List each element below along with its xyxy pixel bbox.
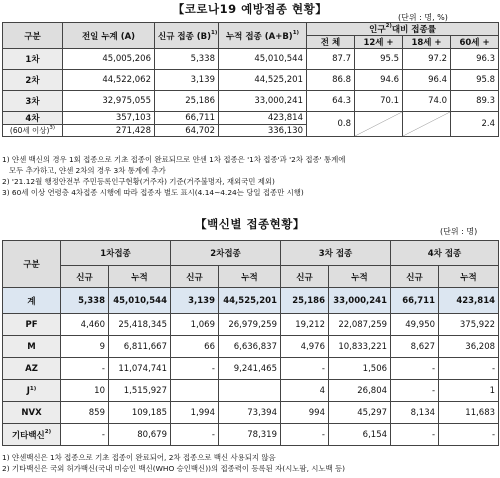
cell-new: 994: [281, 402, 329, 424]
table-row: [3, 314, 499, 336]
footnotes-table1: [2, 154, 345, 198]
cell-prev: 357,103: [63, 112, 155, 125]
cell-new: 66,711: [391, 288, 439, 314]
cell-cum: 10,833,221: [329, 336, 391, 358]
table-row: [3, 49, 499, 70]
header-ratio-18: 18세 +: [403, 36, 451, 49]
vaccine-type-table: [2, 240, 499, 446]
cell-cum: 45,297: [329, 402, 391, 424]
row-label: 2차: [3, 70, 63, 91]
footnote: 1) 얀센백신은 1차 접종으로 기초 접종이 완료되어, 2차 접종으로 백신 사용되지 않음: [2, 453, 276, 462]
cell-cum: 6,811,667: [109, 336, 171, 358]
header-group: 구분: [3, 23, 63, 49]
cell-ratio-18: 96.4: [403, 70, 451, 91]
cell-new: [171, 380, 219, 402]
cell-new: 25,186: [155, 91, 219, 112]
header-cum: 누적: [219, 266, 281, 288]
cell-new: 1,069: [171, 314, 219, 336]
footnotes-table2: [2, 452, 345, 474]
cell-ratio-all: 86.8: [307, 70, 355, 91]
cell-new: -: [281, 424, 329, 446]
cell-cum: 6,636,837: [219, 336, 281, 358]
cell-ratio-12: 95.5: [355, 49, 403, 70]
footnote: 1) 얀센 백신의 경우 1회 접종으로 기초 접종이 완료되므로 얀센 1차 접종은 '1차 접종'과 '2차 접종' 통계에: [2, 155, 346, 164]
row-label: PF: [3, 314, 61, 336]
cell-new: 1,994: [171, 402, 219, 424]
header-ratio-12: 12세 +: [355, 36, 403, 49]
footnote: 2) 기타백신은 국외 허가백신(국내 미승인 백신(WHO 승인백신))의 접종력이 등록된 자(시노팜, 시노백 등): [2, 464, 346, 473]
cell-cum: 1,515,927: [109, 380, 171, 402]
header-group: 구분: [3, 241, 61, 288]
header-cumulative: 누적 접종 $(A+B)^{1)}$: [219, 23, 307, 49]
cell-ratio-12-empty: [355, 112, 403, 137]
cell-ratio-60: 95.8: [451, 70, 499, 91]
header-dose3: 3차 접종: [281, 241, 391, 266]
cell-new: -: [391, 424, 439, 446]
header-dose1: 1차접종: [61, 241, 171, 266]
cell-cum: 423,814: [219, 112, 307, 125]
header-dose2: 2차접종: [171, 241, 281, 266]
header-cum: 누적: [329, 266, 391, 288]
table-row: [3, 380, 499, 402]
cell-new: 8,134: [391, 402, 439, 424]
cell-ratio-18: 74.0: [403, 91, 451, 112]
cell-new: -: [61, 358, 109, 380]
cell-ratio-all: 64.3: [307, 91, 355, 112]
section-title-by-vaccine: 【백신별 접종현황】: [195, 217, 305, 231]
cell-new: 5,338: [155, 49, 219, 70]
cell-ratio-60: 89.3: [451, 91, 499, 112]
cell-ratio-60: 96.3: [451, 49, 499, 70]
cell-cum: [219, 380, 281, 402]
cell-cum: 36,208: [439, 336, 499, 358]
header-cum: 누적: [109, 266, 171, 288]
row-label: 기타백신$^{2)}$: [3, 424, 61, 446]
row-label: 3차: [3, 91, 63, 112]
page-title-status: 【코로나19 예방접종 현황】: [172, 2, 328, 16]
cell-cum: 109,185: [109, 402, 171, 424]
total-row: [3, 288, 499, 314]
footnote: 3) 60세 이상 연령층 4차접종 시행에 따라 접종자 별도 표시(4.14~4.24는 당일 접종만 시행): [2, 188, 304, 197]
cell-new: 8,627: [391, 336, 439, 358]
cell-prev: 271,428: [63, 125, 155, 137]
cell-new: -: [281, 358, 329, 380]
cell-cum: 26,979,259: [219, 314, 281, 336]
cell-cum: -: [439, 358, 499, 380]
cell-cum: 6,154: [329, 424, 391, 446]
cell-cum: 73,394: [219, 402, 281, 424]
cell-prev: 32,975,055: [63, 91, 155, 112]
cell-ratio-all: 0.8: [307, 112, 355, 137]
cell-cum: 9,241,465: [219, 358, 281, 380]
vaccine-rows: [3, 288, 499, 446]
cell-cum: 11,074,741: [109, 358, 171, 380]
cell-cum: 25,418,345: [109, 314, 171, 336]
table-row: [3, 70, 499, 91]
cell-cum: 375,922: [439, 314, 499, 336]
cell-cum: 423,814: [439, 288, 499, 314]
cell-cum: -: [439, 424, 499, 446]
unit-label-table1: (단위 : 명, %): [398, 13, 448, 22]
header-new: 신규: [61, 266, 109, 288]
cell-new: 10: [61, 380, 109, 402]
cell-prev: 44,522,062: [63, 70, 155, 91]
cell-new: -: [391, 358, 439, 380]
cell-cum: 44,525,201: [219, 288, 281, 314]
cell-new: 859: [61, 402, 109, 424]
cell-cum: 45,010,544: [219, 49, 307, 70]
header-ratio-all: 전 체: [307, 36, 355, 49]
row-label: NVX: [3, 402, 61, 424]
cell-new: 4,976: [281, 336, 329, 358]
table-row: [3, 358, 499, 380]
cell-new: -: [171, 358, 219, 380]
cell-cum: 78,319: [219, 424, 281, 446]
cell-new: 25,186: [281, 288, 329, 314]
cell-cum: 45,010,544: [109, 288, 171, 314]
cell-new: 3,139: [155, 70, 219, 91]
header-dose4: 4차 접종: [391, 241, 499, 266]
footnote: 모두 추가하고, 얀센 2차의 경우 3차 통계에 추가: [2, 166, 166, 175]
header-new: 신규: [281, 266, 329, 288]
cell-new: -: [61, 424, 109, 446]
unit-label-table2: (단위 : 명): [440, 227, 478, 236]
table-row: [3, 424, 499, 446]
footnote: 2) '21.12월 행정안전부 주민등록인구현황(거주자) 기준(거주불명자, 재외국민 제외): [2, 177, 275, 186]
cell-new: -: [171, 424, 219, 446]
cell-new: 66: [171, 336, 219, 358]
cell-new: 66,711: [155, 112, 219, 125]
cell-ratio-60: 2.4: [451, 112, 499, 137]
row-label: AZ: [3, 358, 61, 380]
vaccination-status-table: [2, 22, 499, 137]
table-row: [3, 91, 499, 112]
cell-cum: 44,525,201: [219, 70, 307, 91]
cell-new: 9: [61, 336, 109, 358]
cell-new: 49,950: [391, 314, 439, 336]
cell-ratio-18-empty: [403, 112, 451, 137]
cell-cum: 1,506: [329, 358, 391, 380]
header-new: 신규: [171, 266, 219, 288]
header-ratio-60: 60세 +: [451, 36, 499, 49]
header-cum: 누적: [439, 266, 499, 288]
cell-new: 4: [281, 380, 329, 402]
table-row: [3, 402, 499, 424]
table-row: [3, 112, 499, 125]
cell-new: -: [391, 380, 439, 402]
header-prev-total: 전일 누계 (A): [63, 23, 155, 49]
row-label: $J^{1)}$: [3, 380, 61, 402]
cell-ratio-all: 87.7: [307, 49, 355, 70]
row-label: 4차: [3, 112, 63, 125]
cell-ratio-12: 94.6: [355, 70, 403, 91]
header-new: 신규: [391, 266, 439, 288]
header-new-doses: 신규 접종 $(B)^{1)}$: [155, 23, 219, 49]
cell-ratio-18: 97.2: [403, 49, 451, 70]
cell-cum: 33,000,241: [219, 91, 307, 112]
cell-cum: 33,000,241: [329, 288, 391, 314]
header-population-ratio: 인구$^{2)}$대비 접종률: [307, 23, 499, 36]
row-label: M: [3, 336, 61, 358]
table-row: [3, 336, 499, 358]
row-label: 계: [3, 288, 61, 314]
cell-new: 64,702: [155, 125, 219, 137]
row-label: 1차: [3, 49, 63, 70]
cell-new: 3,139: [171, 288, 219, 314]
cell-new: 5,338: [61, 288, 109, 314]
cell-prev: 45,005,206: [63, 49, 155, 70]
cell-cum: 80,679: [109, 424, 171, 446]
cell-cum: 336,130: [219, 125, 307, 137]
row-label: (60세 이상)$^{3)}$: [3, 125, 63, 137]
cell-cum: 26,804: [329, 380, 391, 402]
cell-ratio-12: 70.1: [355, 91, 403, 112]
cell-new: 19,212: [281, 314, 329, 336]
cell-cum: 1: [439, 380, 499, 402]
cell-cum: 11,683: [439, 402, 499, 424]
cell-cum: 22,087,259: [329, 314, 391, 336]
cell-new: 4,460: [61, 314, 109, 336]
